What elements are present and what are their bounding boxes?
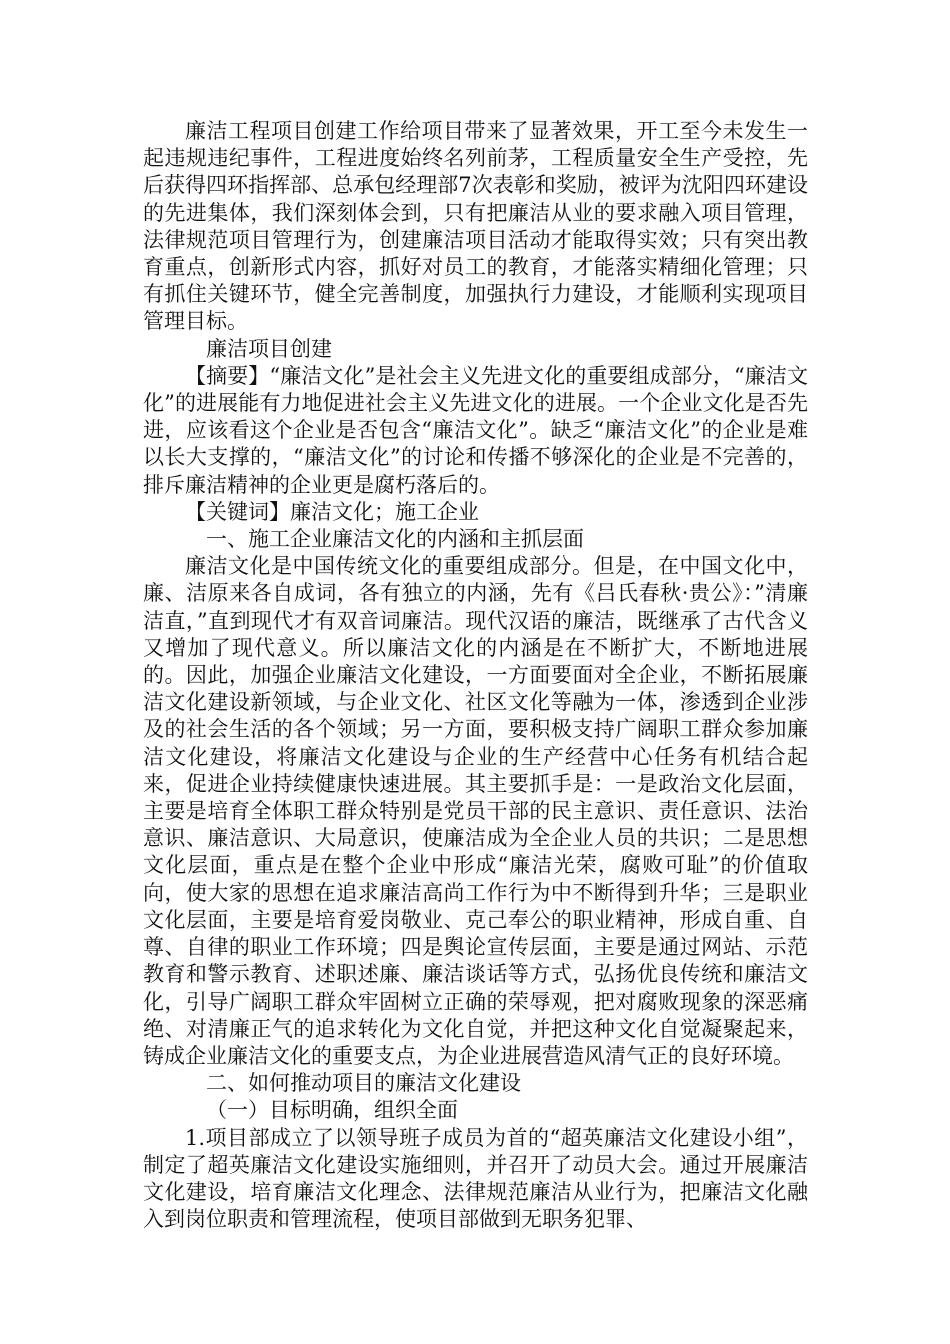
section-1-paragraph: 廉洁文化是中国传统文化的重要组成部分。但是，在中国文化中，廉、洁原来各自成词，各有独立的内涵，先有《吕氏春秋·贵公》：”清廉洁直，”直到现代才有双音词廉洁。现代汉语的廉洁，既继承了古代含义又增加了现代意义。所以廉洁文化的内涵是在不断扩大，不断地进展的。因此，加强企业廉洁文化建设，一方面要面对全企业，不断拓展廉洁文化建设新领域，与企业文化、社区文化等融为一体，渗透到企业涉及的社会生活的各个领域；另一方面，要积极支持广阔职工群众参加廉洁文化建设，将廉洁文化建设与企业的生产经营中心任务有机结合起来，促进企业持续健康快速进展。其主要抓手是：一是政治文化层面，主要是培育全体职工群众特别是党员干部的民主意识、责任意识、法治意识、廉洁意识、大局意识，使廉洁成为全企业人员的共识；二是思想文化层面，重点是在整个企业中形成“廉洁光荣，腐败可耻”的价值取向，使大家的思想在追求廉洁高尚工作行为中不断得到升华；三是职业文化层面，主要是培育爱岗敬业、克己奉公的职业精神，形成自重、自尊、自律的职业工作环境；四是舆论宣传层面，主要是通过网站、示范教育和警示教育、述职述廉、廉洁谈话等方式，弘扬优良传统和廉洁文化，引导广阔职工群众牢固树立正确的荣辱观，把对腐败现象的深恶痛绝、对清廉正气的追求转化为文化自觉，并把这种文化自觉凝聚起来，铸成企业廉洁文化的重要支点，为企业进展营造风清气正的良好环境。 [143, 554, 808, 1068]
section-heading-1: 一、施工企业廉洁文化的内涵和主抓层面 [206, 527, 584, 552]
abstract-paragraph: 【摘要】“廉洁文化”是社会主义先进文化的重要组成部分，“廉洁文化”的进展能有力地促进社会主义先进文化的进展。一个企业文化是否先进，应该看这个企业是否包含“廉洁文化”。缺乏“廉洁文化”的企业是难以长大支撑的，“廉洁文化”的讨论和传播不够深化的企业是不完善的，排斥廉洁精神的企业更是腐朽落后的。 [143, 363, 808, 497]
intro-paragraph: 廉洁工程项目创建工作给项目带来了显著效果，开工至今未发生一起违规违纪事件，工程进度始终名列前茅，工程质量安全生产受控，先后获得四环指挥部、总承包经理部7次表彰和奖励，被评为沈阳四环建设的先进集体，我们深刻体会到，只有把廉洁从业的要求融入项目管理，法律规范项目管理行为，创建廉洁项目活动才能取得实效；只有突出教育重点，创新形式内容，抓好对员工的教育，才能落实精细化管理；只有抓住关键环节，健全完善制度，加强执行力建设，才能顺利实现项目管理目标。 [143, 119, 808, 334]
document-title: 廉洁项目创建 [206, 336, 332, 361]
document-page [143, 118, 808, 1233]
section-2-item-1-paragraph: 1.项目部成立了以领导班子成员为首的“超英廉洁文化建设小组”，制定了超英廉洁文化建设实施细则，并召开了动员大会。通过开展廉洁文化建设，培育廉洁文化理念、法律规范廉洁从业行为，把廉洁文化融入到岗位职责和管理流程，使项目部做到无职务犯罪、 [143, 1125, 808, 1232]
section-heading-2: 二、如何推动项目的廉洁文化建设 [206, 1071, 521, 1096]
subsection-heading-1: （一）目标明确，组织全面 [206, 1098, 458, 1123]
keywords-paragraph: 【关键词】廉洁文化；施工企业 [185, 499, 479, 524]
